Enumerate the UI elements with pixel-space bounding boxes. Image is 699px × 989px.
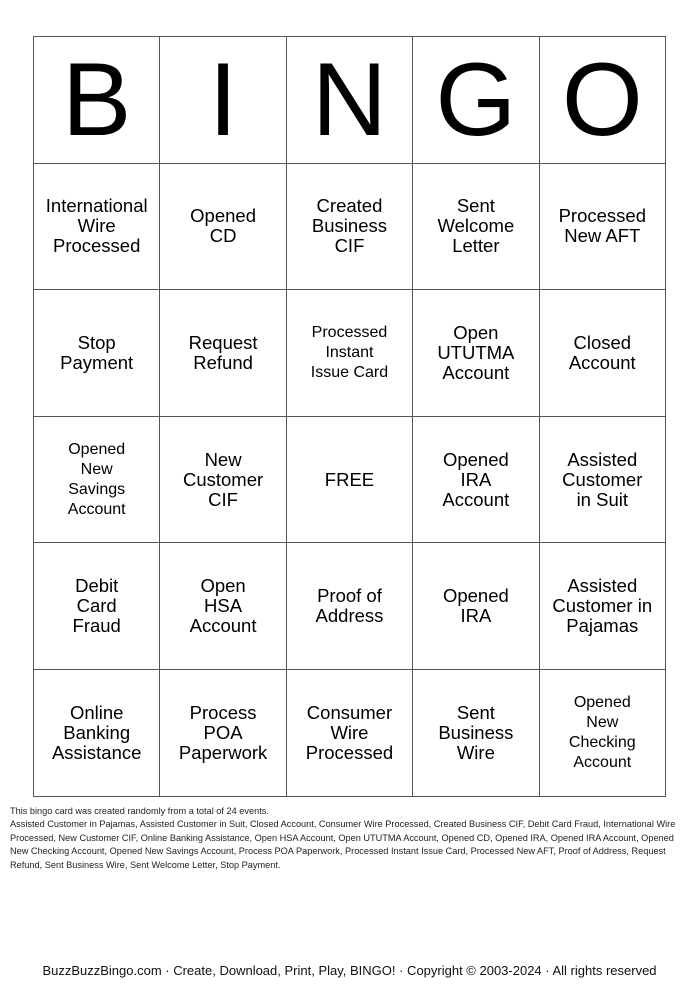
bingo-cell-text: Processed Instant Issue Card xyxy=(310,323,389,381)
bingo-row-2 xyxy=(34,290,666,417)
bingo-cell xyxy=(34,416,160,543)
bingo-cell xyxy=(34,543,160,670)
bingo-cell xyxy=(413,543,539,670)
bingo-cell-text: Opened IRA xyxy=(442,585,509,627)
bingo-cell xyxy=(286,163,412,290)
bingo-row-1 xyxy=(34,163,666,290)
notes-intro: This bingo card was created randomly from a total of 24 events. xyxy=(10,806,269,816)
bingo-cell xyxy=(539,669,665,796)
bingo-cell-text: Open UTUTMA Account xyxy=(437,321,515,383)
bingo-cell-text: Open HSA Account xyxy=(189,575,257,637)
page-footer: BuzzBuzzBingo.com · Create, Download, Print, Play, BINGO! · Copyright © 2003-2024 · All rights reserved xyxy=(42,963,657,978)
bingo-cell-text: Created Business CIF xyxy=(311,195,387,257)
bingo-cell-text: FREE xyxy=(324,468,375,490)
bingo-cell xyxy=(539,290,665,417)
bingo-cell-text: Opened New Checking Account xyxy=(568,693,636,771)
free-space xyxy=(286,416,412,543)
bingo-cell-text: Stop Payment xyxy=(60,331,134,373)
bingo-cell-text: Proof of Address xyxy=(315,585,384,627)
header-row xyxy=(34,37,666,164)
bingo-cell xyxy=(413,669,539,796)
bingo-card xyxy=(33,36,666,797)
notes-event-list: Assisted Customer in Pajamas, Assisted Customer in Suit, Closed Account, Consumer Wire Processed, Created Business CIF, Debit Card Fraud, International Wire Processed, New Customer CIF, Online Banking Assistance, Open HSA Account, Open UTUTMA Account, Opened CD, Opened IRA, Opened IRA Account, Opened New Checking Account, Opened New Savings Account, Process POA Paperwork, Processed Instant Issue Card, Processed New AFT, Proof of Address, Request Refund, Sent Business Wire, Sent Welcome Letter, Stop Payment. xyxy=(10,819,676,870)
bingo-cell-text: Assisted Customer in Suit xyxy=(562,448,643,510)
bingo-cell-text: Debit Card Fraud xyxy=(72,575,121,637)
bingo-cell xyxy=(286,290,412,417)
bingo-cell-text: Process POA Paperwork xyxy=(178,701,268,763)
bingo-cell xyxy=(34,290,160,417)
bingo-cell xyxy=(286,669,412,796)
bingo-cell xyxy=(160,543,286,670)
bingo-cell-text: Request Refund xyxy=(188,331,258,373)
header-letter-o: O xyxy=(539,37,665,164)
bingo-cell-text: Online Banking Assistance xyxy=(51,701,142,763)
bingo-row-4 xyxy=(34,543,666,670)
bingo-cell-text: International Wire Processed xyxy=(45,195,148,257)
bingo-cell xyxy=(34,163,160,290)
header-letter-i: I xyxy=(160,37,286,164)
bingo-cell-text: Opened CD xyxy=(190,205,256,247)
bingo-cell xyxy=(160,669,286,796)
bingo-cell-text: Sent Welcome Letter xyxy=(437,195,515,257)
bingo-cell xyxy=(539,416,665,543)
bingo-cell-text: Opened New Savings Account xyxy=(67,440,126,518)
bingo-cell-text: Opened IRA Account xyxy=(442,448,510,510)
header-letter-n: N xyxy=(286,37,412,164)
card-notes xyxy=(10,805,690,872)
header-letter-b: B xyxy=(34,37,160,164)
bingo-row-3 xyxy=(34,416,666,543)
bingo-cell xyxy=(539,163,665,290)
bingo-cell xyxy=(413,290,539,417)
header-letter-g: G xyxy=(413,37,539,164)
bingo-cell-text: Processed New AFT xyxy=(558,205,646,247)
bingo-cell-text: New Customer CIF xyxy=(182,448,264,510)
bingo-cell xyxy=(413,416,539,543)
bingo-cell-text: Closed Account xyxy=(568,331,636,373)
bingo-cell-text: Sent Business Wire xyxy=(438,701,514,763)
bingo-cell xyxy=(160,290,286,417)
bingo-cell xyxy=(34,669,160,796)
bingo-cell-text: Assisted Customer in Pajamas xyxy=(552,575,653,637)
bingo-cell xyxy=(286,543,412,670)
bingo-cell xyxy=(160,416,286,543)
bingo-row-5 xyxy=(34,669,666,796)
bingo-cell xyxy=(160,163,286,290)
bingo-cell xyxy=(413,163,539,290)
bingo-cell xyxy=(539,543,665,670)
bingo-cell-text: Consumer Wire Processed xyxy=(305,701,394,763)
